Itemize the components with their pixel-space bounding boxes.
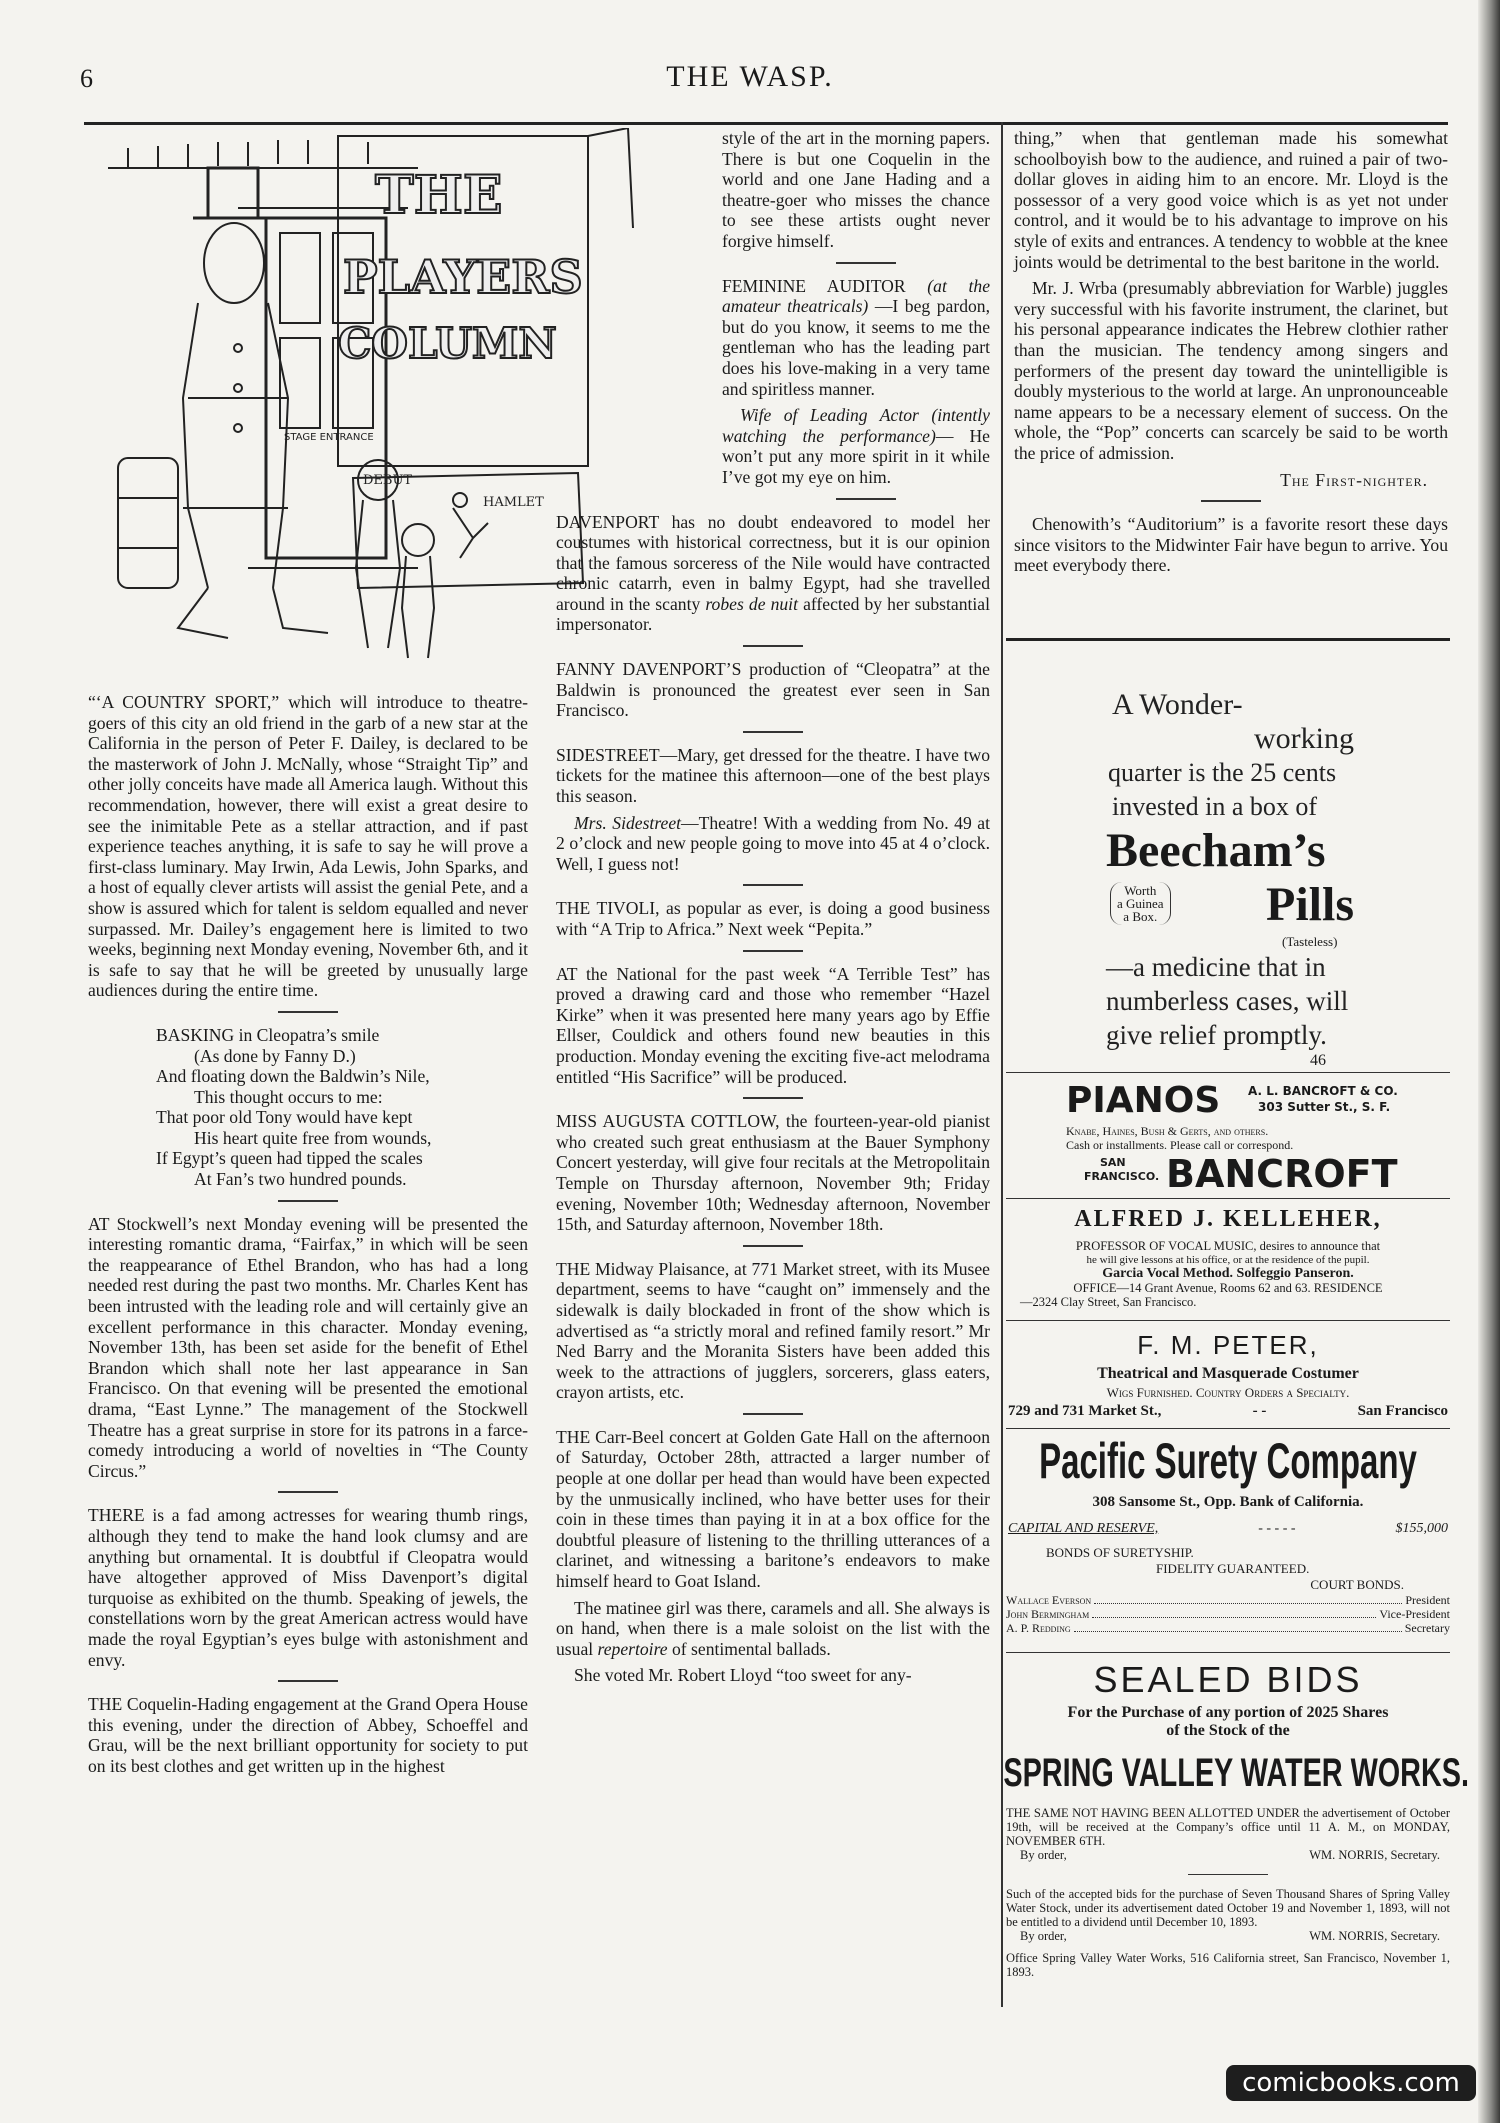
- kelleher-line: OFFICE—14 Grant Avenue, Rooms 62 and 63. RESIDENCE: [1073, 1281, 1383, 1295]
- bids-title: SEALED BIDS: [1093, 1659, 1363, 1700]
- officer-row: [1006, 1621, 1450, 1635]
- cartoon-title-players: PLAYERS: [343, 250, 583, 304]
- article-coquelin: THE Coquelin-Hading engagement at the Grand Opera House this evening, under the direction of Abbey, Schoeffel and Grau, will be the next brilliant opportunity for society to put on its best clothes and get written up in the highest: [88, 1694, 528, 1776]
- poem-basking: [88, 1025, 528, 1190]
- wife-italic: Wife of Leading Actor (intently watching the performance): [722, 405, 990, 446]
- capital-label: CAPITAL AND RESERVE,: [1008, 1521, 1159, 1536]
- article-coquelin-continued: style of the art in the morning papers. There is but one Coquelin in the world and one Jane Hading and a theatre-goer who misses the chance to see these artists ought never forgive himself.: [722, 128, 990, 251]
- repertoire-italic: repertoire: [597, 1638, 668, 1659]
- separator: [743, 1245, 803, 1247]
- ad-rule: [1006, 1320, 1450, 1321]
- separator: [743, 645, 803, 647]
- separator: [743, 950, 803, 952]
- kelleher-ad: [1006, 1206, 1450, 1309]
- bids-line: of the Stock of the: [1166, 1722, 1290, 1739]
- cartoon-title-the: THE: [375, 165, 503, 226]
- bancroft-name: BANCROFT: [1166, 1152, 1398, 1196]
- stage-entrance-sign: STAGE ENTRANCE: [284, 432, 374, 443]
- sidestreet-text: —Theatre! With a wedding from No. 49 at 2 o’clock and new people going to move into 45 at 4 o’clock. Well, I guess not!: [556, 812, 991, 874]
- worth-guinea: [1110, 882, 1171, 925]
- cartoon-title-column: COLUMN: [338, 319, 557, 368]
- article-stockwell: AT Stockwell’s next Monday evening will be presented the interesting romantic drama, “Fairfax,” in which will be seen the reappearance of Ethel Brandon, who has had a long needed rest during the past two months. Mr. Charles Kent has been intrusted with the leading role and will certainly give an excellent performance in this character. Monday evening, November 13th, has been set aside for the benefit of Ethel Brandon which shall note her last appearance in San Francisco. On that evening will be presented the emotional drama, “East Lynne.” The management of the Stockwell Theatre has a great surprise in store for its patrons in a farce-comedy introducing a world of novelties in “The County Circus.”: [88, 1213, 528, 1481]
- surety-court: COURT BONDS.: [1310, 1577, 1404, 1592]
- surety-fidelity: FIDELITY GUARANTEED.: [1156, 1561, 1310, 1576]
- feminine-head: FEMININE AUDITOR: [722, 275, 906, 296]
- lloyd-para: She voted Mr. Robert Lloyd “too sweet for any-: [574, 1665, 912, 1686]
- bids-office: Office Spring Valley Water Works, 516 California street, San Francisco, November 1, 1893.: [1006, 1951, 1450, 1979]
- beecham-line: working: [1254, 722, 1354, 755]
- pianos-cash: Cash or installments. Please call or correspond.: [1066, 1138, 1294, 1152]
- separator: [836, 498, 896, 500]
- top-rule: [84, 122, 1448, 125]
- feminine-italic: (at the amateur theatricals): [722, 275, 991, 317]
- beecham-pills-row: [1006, 878, 1450, 934]
- peter-city: San Francisco: [1357, 1403, 1448, 1419]
- beecham-pills: Pills: [1266, 878, 1355, 931]
- poem-line: His heart quite free from wounds,: [194, 1127, 432, 1148]
- officer-title: Vice-President: [1379, 1607, 1450, 1621]
- separator: [743, 1413, 803, 1415]
- article-fanny: FANNY DAVENPORT’S production of “Cleopatra” at the Baldwin is pronounced the greatest ever seen in San Francisco.: [556, 659, 990, 721]
- first-nighter-signature: The First-nighter.: [1280, 469, 1428, 490]
- matinee-para: [556, 1598, 990, 1660]
- bids-by: By order,: [1020, 1929, 1067, 1943]
- article-sidestreet: SIDESTREET—Mary, get dressed for the theatre. I have two tickets for the matinee this afternoon—one of the best plays this season.: [556, 744, 990, 807]
- column-2: [556, 128, 990, 1692]
- article-wrba: Mr. J. Wrba (presumably abbreviation for Warble) juggles very successful with his favorite instrument, the clarinet, but his personal appearance indicates the Hebrew clothier rather than the musician. The tendency among singers and performers of the present day toward the unintelligible is doubly mysterious to the world at large. An unpronounceable name appears to be a necessary element of success. On the whole, the “Pop” concerts can scarcely be said to be worth the price of admission.: [1014, 278, 1448, 463]
- pacific-surety-ad: [1006, 1432, 1450, 1635]
- capital-amount: $155,000: [1395, 1521, 1448, 1536]
- worth-line: a Guinea: [1117, 896, 1164, 911]
- beecham-number: 46: [1310, 1052, 1326, 1069]
- article-feminine-auditor: [722, 276, 990, 488]
- pianos-san: SAN: [1100, 1156, 1126, 1169]
- poster-hamlet: HAMLET: [483, 495, 544, 510]
- beecham-brand: Beecham’s: [1106, 824, 1326, 877]
- peter-costumer-ad: [1006, 1330, 1450, 1420]
- pianos-address-1: A. L. BANCROFT & CO.: [1248, 1084, 1398, 1098]
- wife-para: [722, 405, 990, 487]
- officer-row: [1006, 1607, 1450, 1621]
- poem-line: And floating down the Baldwin’s Nile,: [156, 1066, 430, 1087]
- separator: [743, 1097, 803, 1099]
- matinee-end: of sentimental ballads.: [671, 1638, 831, 1659]
- separator: [278, 1011, 338, 1013]
- kelleher-method: Garcia Vocal Method. Solfeggio Panseron.: [1102, 1266, 1354, 1281]
- peter-address: [1006, 1403, 1450, 1420]
- surety-capital: [1006, 1521, 1450, 1537]
- kelleher-line: he will give lessons at his office, or at the residence of the pupil.: [1086, 1254, 1370, 1266]
- article-country-sport: “‘A COUNTRY SPORT,” which will introduce to theatre-goers of this city an old friend in the garb of a new star at the California in the person of Peter F. Dailey, is declared to be the masterwork of John J. McNally, whose “Straight Tip” and other jolly conceits have made all America laugh. Without this recommendation, however, there will exist a great desire to see the inimitable Pete as a stellar attraction, and if past experience teaches anything, it is safe to say he will prove a first-class luminary. May Irwin, Ada Lewis, John Sparks, and a host of equally clever artists will assist the genial Pete, and a show is assured which for talent is seldom equalled and never surpassed. Mr. Dailey’s engagement here is limited to two weeks, beginning next Monday evening, November 6th, and it is safe to say that he will be greeted by unusually large audiences during the entire time.: [88, 692, 528, 1001]
- column-3: [1014, 128, 1448, 582]
- beecham-line: quarter is the 25 cents: [1108, 758, 1337, 787]
- bids-para-2: Such of the accepted bids for the purchase of Seven Thousand Shares of Spring Valley Water Stock, under its advertisement dated October 19 and November 1, 1893, will not be entitled to a dividend until December 10, 1893.: [1006, 1887, 1450, 1929]
- officer-title: Secretary: [1404, 1621, 1450, 1635]
- beecham-line: —a medicine that in: [1106, 952, 1326, 982]
- matinee-text: The matinee girl was there, caramels and all. She always is on hand, when there is a male soloist on the list with the usual: [556, 1597, 990, 1659]
- poem-line: This thought occurs to me:: [194, 1086, 383, 1107]
- page-edge: [1478, 0, 1500, 2123]
- feminine-auditor-para: [722, 276, 990, 400]
- kelleher-name: ALFRED J. KELLEHER,: [1074, 1206, 1382, 1232]
- column-rule-3: [1001, 122, 1003, 2007]
- article-tivoli: THE TIVOLI, as popular as ever, is doing a good business with “A Trip to Africa.” Next week “Pepita.”: [556, 898, 990, 939]
- poem-line: BASKING in Cleopatra’s smile: [156, 1024, 380, 1045]
- pianos-address-2: 303 Sutter St., S. F.: [1258, 1100, 1391, 1114]
- separator: [743, 884, 803, 886]
- bids-signature: WM. NORRIS, Secretary.: [1309, 1929, 1440, 1943]
- officer-dots: [1092, 1607, 1376, 1618]
- separator: [1188, 1874, 1268, 1875]
- watermark: comicbooks.com: [1226, 2065, 1476, 2101]
- surety-name: Pacific Surety Company: [1039, 1433, 1417, 1489]
- sidestreet-italic: Mrs. Sidestreet: [574, 812, 682, 833]
- separator: [1201, 500, 1261, 502]
- bids-para-1: THE SAME NOT HAVING BEEN ALLOTTED UNDER the advertisement of October 19th, will be received at the Company’s office until 11 A. M., on MONDAY, NOVEMBER 6TH.: [1006, 1806, 1450, 1848]
- kelleher-line: —2324 Clay Street, San Francisco.: [1020, 1295, 1197, 1309]
- davenport-text: DAVENPORT has no doubt endeavored to model her coustumes with historical correctness, but it is our opinion that the famous sorceress of the Nile would have contracted chronic catarrh, even in balmy Egypt, had she travelled around in the scanty: [556, 511, 990, 614]
- ad-rule: [1006, 1428, 1450, 1429]
- article-chenowith: Chenowith’s “Auditorium” is a favorite resort these days since visitors to the Midwinter Fair have begun to arrive. You meet everybody there.: [1014, 514, 1448, 576]
- officer-title: President: [1405, 1593, 1450, 1607]
- peter-line: Theatrical and Masquerade Costumer: [1097, 1365, 1359, 1382]
- separator: [278, 1200, 338, 1202]
- surety-bonds: BONDS OF SURETYSHIP.: [1046, 1545, 1194, 1560]
- bids-company: SPRING VALLEY WATER WORKS.: [1003, 1751, 1469, 1795]
- officers-list: [1006, 1593, 1450, 1635]
- officer-dots: [1074, 1621, 1402, 1632]
- surety-address: 308 Sansome St., Opp. Bank of California.: [1092, 1494, 1364, 1510]
- beechams-ad: [1006, 688, 1450, 1070]
- article-national: AT the National for the past week “A Terrible Test” has proved a drawing card and those who remember “Hazel Kirke” when it was presented here many years ago by Effie Ellser, Couldick and others found new beauties in this production. Monday evening the exciting five-act melodrama entitled “His Sacrifice” will be produced.: [556, 963, 990, 1087]
- bancroft-pianos-ad: [1006, 1080, 1450, 1195]
- bids-line: For the Purchase of any portion of 2025 Shares: [1067, 1704, 1389, 1721]
- pianos-francisco: FRANCISCO.: [1084, 1170, 1160, 1183]
- beecham-line: invested in a box of: [1112, 792, 1318, 821]
- bids-sign-1: [1006, 1848, 1450, 1862]
- ad-rule-top: [1006, 638, 1450, 641]
- article-carr-beel: THE Carr-Beel concert at Golden Gate Hall on the afternoon of Saturday, October 28th, attracted a larger number of people at one dollar per head than would have been expected by the unmusically inclined, who have better uses for their coin in these times than paying it in at a box office for the doubtful pleasure of listening to the thrilling utterances of a clarinet, and witnessing a baritone’s endeavors to make himself heard to Goat Island.: [556, 1426, 990, 1592]
- article-lloyd-continued: thing,” when that gentleman made his somewhat schoolboyish bow to the audience, and ruined a pair of two-dollar gloves in aiding him to an encore. Mr. Lloyd is the possessor of a very good voice which is as yet not under control, and it would be to his advantage to improve on his style of exits and entrances. A tendency to wobble at the knee joints would be detrimental to the best baritone in the world.: [1014, 128, 1448, 272]
- bids-sign-2: [1006, 1929, 1450, 1943]
- peter-street: 729 and 731 Market St.,: [1008, 1403, 1162, 1419]
- separator: [836, 262, 896, 264]
- beecham-tasteless: (Tasteless): [1282, 934, 1338, 949]
- article-cottlow: MISS AUGUSTA COTTLOW, the fourteen-year-old pianist who created such great enthusiasm at the Bauer Symphony Concert yesterday, will give four recitals at the Metropolitain Temple on Thursday afternoon, November 9th; Friday evening, November 10th; Wednesday afternoon, November 15th, and Saturday afternoon, November 18th.: [556, 1111, 990, 1235]
- worth-line: Worth: [1124, 883, 1157, 898]
- peter-wigs: Wigs Furnished. Country Orders a Specialty.: [1106, 1385, 1350, 1400]
- article-thumb-rings: THERE is a fad among actresses for wearing thumb rings, although they tend to make the hand look clumsy and are anything but ornamental. It is doubtful if Cleopatra would have altogether approved of Miss Davenport’s digital turquoise as exhibited on the thumb. Speaking of jewels, the constellations worn by the great American actress would have made the royal Egyptian’s eyes bulge with astonishment and envy.: [88, 1505, 528, 1670]
- capital-dashes: - - - - -: [1258, 1521, 1296, 1536]
- ad-rule: [1006, 1652, 1450, 1653]
- peter-name: F. M. PETER,: [1137, 1330, 1319, 1360]
- peter-dashes: - -: [1252, 1403, 1267, 1419]
- officer-name: John Bermingham: [1006, 1607, 1090, 1621]
- beecham-line: A Wonder-: [1112, 688, 1243, 721]
- ad-rule: [1006, 1198, 1450, 1199]
- officer-dots: [1094, 1593, 1402, 1604]
- ad-rule: [1006, 1072, 1450, 1073]
- officer-row: [1006, 1593, 1450, 1607]
- pianos-heading: PIANOS: [1066, 1080, 1221, 1121]
- separator: [278, 1680, 338, 1682]
- poster-debut: DEBUT: [363, 473, 413, 488]
- separator: [278, 1491, 338, 1493]
- officer-name: A. P. Redding: [1006, 1621, 1071, 1635]
- masthead: THE WASP.: [666, 60, 834, 93]
- worth-line: a Box.: [1123, 909, 1158, 924]
- beecham-line: give relief promptly.: [1106, 1020, 1327, 1050]
- poem-line: If Egypt’s queen had tipped the scales: [156, 1148, 423, 1169]
- article-davenport-model: [556, 512, 990, 636]
- davenport-end: affected by her substantial impersonator.: [556, 593, 990, 635]
- bids-signature: WM. NORRIS, Secretary.: [1309, 1848, 1440, 1862]
- feminine-text: —I beg pardon, but do you know, it seems to me the gentleman who has the leading part does his love-making in a very tame and spiritless manner.: [722, 296, 990, 399]
- beecham-line: numberless cases, will: [1106, 986, 1349, 1016]
- column-1: [88, 692, 528, 1783]
- officer-name: Wallace Everson: [1006, 1593, 1092, 1607]
- sealed-bids-ad: [1003, 1659, 1469, 1979]
- wife-text: — He won’t put any more spirit in it while I’ve got my eye on him.: [722, 425, 990, 487]
- kelleher-line: PROFESSOR OF VOCAL MUSIC, desires to announce that: [1075, 1239, 1381, 1253]
- sidestreet-reply: [556, 813, 990, 875]
- poem-line: At Fan’s two hundred pounds.: [194, 1169, 407, 1190]
- separator: [743, 731, 803, 733]
- poem-line: That poor old Tony would have kept: [156, 1107, 413, 1128]
- page-number: 6: [80, 64, 93, 93]
- poem-line: (As done by Fanny D.): [194, 1045, 356, 1066]
- bids-by: By order,: [1020, 1848, 1067, 1862]
- article-midway: THE Midway Plaisance, at 771 Market street, with its Musee department, seems to have “caught on” immensely and the sidewalk is daily blockaded in front of the show which is advertised as “a strictly moral and refined family resort.” Mr Ned Barry and the Moranita Sisters have been added this week to the attractions of jugglers, sorcerers, glass eaters, crayon artists, etc.: [556, 1258, 990, 1403]
- robes-italic: robes de nuit: [705, 593, 798, 614]
- pianos-makers: Knabe, Haines, Bush & Gerts, and others.: [1066, 1124, 1269, 1138]
